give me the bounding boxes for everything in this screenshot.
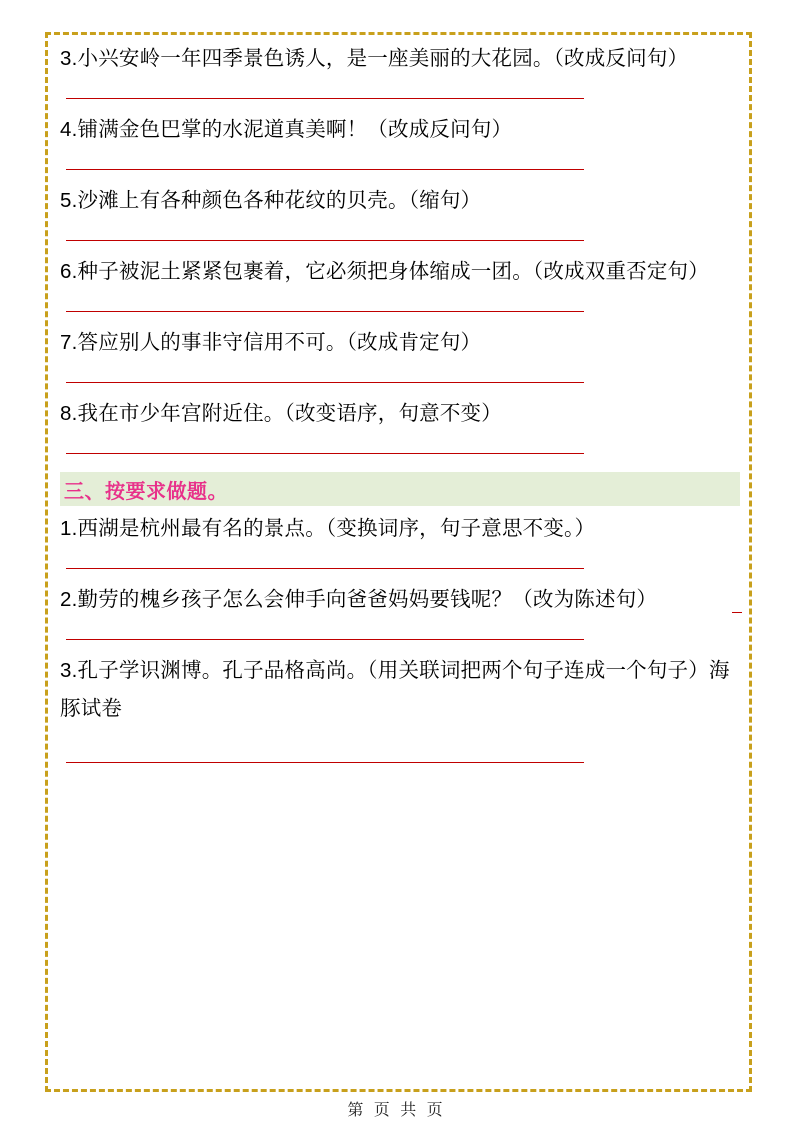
answer-blank-line[interactable] xyxy=(66,453,584,454)
question-item xyxy=(60,111,740,149)
question-item xyxy=(60,652,740,728)
answer-blank-line[interactable] xyxy=(66,311,584,312)
question-text: 7.答应别人的事非守信用不可。（改成肯定句） xyxy=(60,331,482,354)
page-footer: 第 页 共 页 xyxy=(347,1102,446,1119)
answer-blank-line[interactable] xyxy=(66,639,584,640)
answer-blank-line[interactable] xyxy=(66,382,584,383)
question-text: 2.勤劳的槐乡孩子怎么会伸手向爸爸妈妈要钱呢？（改为陈述句） xyxy=(60,588,658,611)
question-text: 8.我在市少年宫附近住。（改变语序，句意不变） xyxy=(60,402,502,425)
answer-blank-line[interactable] xyxy=(66,169,584,170)
stray-mark xyxy=(732,612,742,613)
question-item xyxy=(60,395,740,433)
question-text: 6.种子被泥土紧紧包裹着，它必须把身体缩成一团。（改成双重否定句） xyxy=(60,260,709,283)
question-text: 5.沙滩上有各种颜色各种花纹的贝壳。（缩句） xyxy=(60,189,482,212)
answer-blank-line[interactable] xyxy=(66,568,584,569)
answer-blank-line[interactable] xyxy=(66,762,584,763)
question-item xyxy=(60,324,740,362)
question-item xyxy=(60,253,740,291)
question-list xyxy=(60,40,740,775)
question-item xyxy=(60,182,740,220)
section-title: 三、按要求做题。 xyxy=(64,480,228,503)
question-text: 1.西湖是杭州最有名的景点。（变换词序，句子意思不变。） xyxy=(60,517,596,540)
answer-blank-line[interactable] xyxy=(66,98,584,99)
question-item xyxy=(60,581,740,619)
question-item xyxy=(60,40,740,78)
question-text: 3.小兴安岭一年四季景色诱人，是一座美丽的大花园。（改成反问句） xyxy=(60,47,689,70)
question-text: 4.铺满金色巴掌的水泥道真美啊！（改成反问句） xyxy=(60,118,513,141)
question-item xyxy=(60,510,740,548)
question-text: 3.孔子学识渊博。孔子品格高尚。（用关联词把两个句子连成一个句子）海豚试卷 xyxy=(60,659,730,720)
section-header xyxy=(60,472,740,506)
answer-blank-line[interactable] xyxy=(66,240,584,241)
